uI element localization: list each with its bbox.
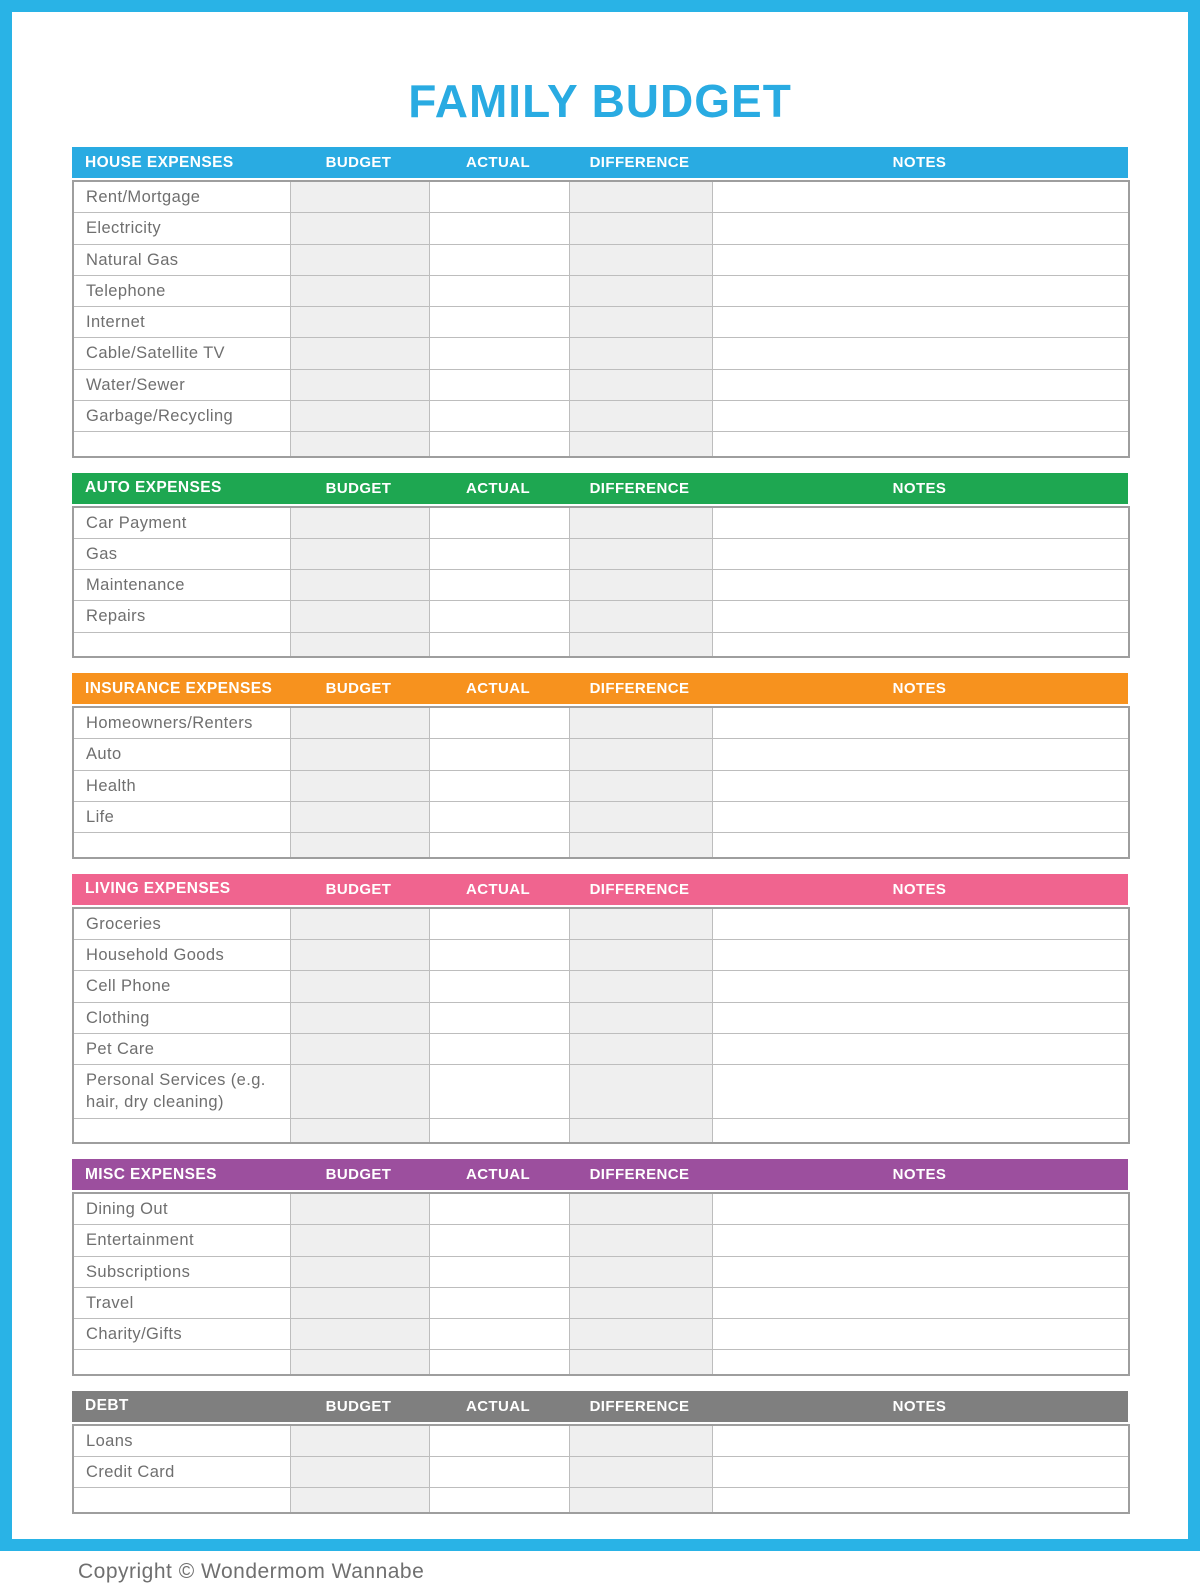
difference-cell — [569, 181, 712, 213]
section-living-expenses — [72, 874, 1128, 1144]
column-header-notes: NOTES — [892, 154, 947, 171]
table-row — [73, 707, 1129, 739]
table-row — [73, 1488, 1129, 1513]
column-header-actual: ACTUAL — [465, 880, 531, 898]
column-header-notes: NOTES — [892, 1397, 947, 1415]
actual-cell — [429, 1350, 569, 1375]
section-title: HOUSE EXPENSES — [85, 153, 234, 171]
table-row — [73, 801, 1129, 832]
row-label-cell: Clothing — [73, 1002, 290, 1033]
row-label-cell: Water/Sewer — [73, 369, 290, 400]
table-row — [73, 1425, 1129, 1457]
budget-cell — [290, 1193, 429, 1225]
actual-cell — [429, 244, 569, 275]
notes-cell — [712, 1350, 1129, 1375]
difference-cell — [569, 833, 712, 858]
column-header-difference: DIFFERENCE — [589, 479, 690, 497]
row-label-cell: Pet Care — [73, 1033, 290, 1064]
actual-cell — [429, 1488, 569, 1513]
section-title: LIVING EXPENSES — [85, 880, 231, 898]
budget-cell — [290, 1457, 429, 1488]
column-header-notes: NOTES — [892, 1166, 947, 1184]
difference-cell — [569, 338, 712, 369]
row-label-cell: Cable/Satellite TV — [73, 338, 290, 369]
actual-cell — [429, 1225, 569, 1256]
notes-cell — [712, 1065, 1129, 1119]
actual-cell — [429, 770, 569, 801]
table-row — [73, 538, 1129, 569]
column-header-actual: ACTUAL — [465, 154, 531, 171]
difference-cell — [569, 971, 712, 1002]
row-label-cell — [73, 833, 290, 858]
notes-cell — [712, 601, 1129, 632]
difference-cell — [569, 632, 712, 657]
budget-cell — [290, 833, 429, 858]
row-label-cell: Life — [73, 801, 290, 832]
row-label-cell: Personal Services (e.g. hair, dry cleaning) — [73, 1065, 290, 1119]
budget-cell — [290, 1065, 429, 1119]
table-row — [73, 940, 1129, 971]
budget-cell — [290, 1002, 429, 1033]
difference-cell — [569, 1065, 712, 1119]
budget-sections — [72, 147, 1128, 1514]
section-title: DEBT — [85, 1397, 129, 1415]
budget-cell — [290, 739, 429, 770]
difference-cell — [569, 707, 712, 739]
actual-cell — [429, 739, 569, 770]
row-label-cell: Telephone — [73, 275, 290, 306]
budget-cell — [290, 507, 429, 539]
actual-cell — [429, 570, 569, 601]
budget-cell — [290, 632, 429, 657]
budget-cell — [290, 213, 429, 244]
notes-cell — [712, 739, 1129, 770]
actual-cell — [429, 338, 569, 369]
notes-cell — [712, 1193, 1129, 1225]
difference-cell — [569, 570, 712, 601]
row-label-cell — [73, 632, 290, 657]
budget-cell — [290, 940, 429, 971]
column-header-actual: ACTUAL — [465, 680, 531, 698]
table-row — [73, 632, 1129, 657]
notes-cell — [712, 1287, 1129, 1318]
column-header-difference: DIFFERENCE — [589, 880, 690, 898]
difference-cell — [569, 1350, 712, 1375]
notes-cell — [712, 801, 1129, 832]
column-header-actual: ACTUAL — [465, 1397, 531, 1415]
actual-cell — [429, 833, 569, 858]
actual-cell — [429, 213, 569, 244]
section-header-debt — [72, 1391, 1128, 1422]
difference-cell — [569, 400, 712, 431]
actual-cell — [429, 432, 569, 457]
row-label-cell: Natural Gas — [73, 244, 290, 275]
difference-cell — [569, 432, 712, 457]
row-label-cell: Auto — [73, 739, 290, 770]
actual-cell — [429, 971, 569, 1002]
difference-cell — [569, 507, 712, 539]
table-row — [73, 908, 1129, 940]
table-row — [73, 1225, 1129, 1256]
notes-cell — [712, 275, 1129, 306]
notes-cell — [712, 181, 1129, 213]
notes-cell — [712, 632, 1129, 657]
notes-cell — [712, 307, 1129, 338]
column-header-budget: BUDGET — [325, 680, 392, 698]
actual-cell — [429, 1002, 569, 1033]
actual-cell — [429, 369, 569, 400]
table-row — [73, 400, 1129, 431]
actual-cell — [429, 707, 569, 739]
row-label-cell: Travel — [73, 1287, 290, 1318]
row-label-cell: Rent/Mortgage — [73, 181, 290, 213]
section-title: AUTO EXPENSES — [85, 479, 222, 497]
notes-cell — [712, 971, 1129, 1002]
copyright-text: Copyright © Wondermom Wannabe — [78, 1559, 425, 1583]
budget-cell — [290, 1033, 429, 1064]
notes-cell — [712, 1488, 1129, 1513]
budget-cell — [290, 181, 429, 213]
difference-cell — [569, 1033, 712, 1064]
difference-cell — [569, 213, 712, 244]
row-label-cell — [73, 1488, 290, 1513]
budget-cell — [290, 338, 429, 369]
difference-cell — [569, 739, 712, 770]
budget-cell — [290, 400, 429, 431]
table-misc-expenses — [72, 1192, 1130, 1376]
table-row — [73, 338, 1129, 369]
budget-cell — [290, 275, 429, 306]
section-title: MISC EXPENSES — [85, 1165, 217, 1183]
difference-cell — [569, 1225, 712, 1256]
actual-cell — [429, 275, 569, 306]
table-row — [73, 213, 1129, 244]
column-header-budget: BUDGET — [325, 479, 392, 497]
table-row — [73, 1033, 1129, 1064]
table-debt — [72, 1424, 1130, 1514]
table-row — [73, 739, 1129, 770]
table-row — [73, 971, 1129, 1002]
budget-cell — [290, 770, 429, 801]
table-row — [73, 1256, 1129, 1287]
column-header-difference: DIFFERENCE — [589, 680, 690, 698]
section-misc-expenses — [72, 1159, 1128, 1376]
notes-cell — [712, 1457, 1129, 1488]
row-label-cell: Groceries — [73, 908, 290, 940]
table-row — [73, 1193, 1129, 1225]
difference-cell — [569, 275, 712, 306]
notes-cell — [712, 1002, 1129, 1033]
difference-cell — [569, 307, 712, 338]
difference-cell — [569, 1425, 712, 1457]
actual-cell — [429, 1033, 569, 1064]
notes-cell — [712, 432, 1129, 457]
difference-cell — [569, 1193, 712, 1225]
section-house-expenses — [72, 147, 1128, 458]
difference-cell — [569, 940, 712, 971]
actual-cell — [429, 1193, 569, 1225]
actual-cell — [429, 507, 569, 539]
section-auto-expenses — [72, 473, 1128, 659]
table-row — [73, 369, 1129, 400]
difference-cell — [569, 601, 712, 632]
notes-cell — [712, 1225, 1129, 1256]
difference-cell — [569, 770, 712, 801]
actual-cell — [429, 400, 569, 431]
difference-cell — [569, 801, 712, 832]
difference-cell — [569, 1287, 712, 1318]
row-label-cell — [73, 432, 290, 457]
notes-cell — [712, 507, 1129, 539]
page-title: FAMILY BUDGET — [408, 75, 792, 127]
row-label-cell: Electricity — [73, 213, 290, 244]
table-row — [73, 1287, 1129, 1318]
budget-cell — [290, 601, 429, 632]
row-label-cell: Garbage/Recycling — [73, 400, 290, 431]
section-title: INSURANCE EXPENSES — [85, 679, 273, 697]
column-header-budget: BUDGET — [325, 154, 392, 171]
actual-cell — [429, 908, 569, 940]
budget-cell — [290, 307, 429, 338]
actual-cell — [429, 1118, 569, 1143]
notes-cell — [712, 1118, 1129, 1143]
column-header-difference: DIFFERENCE — [589, 154, 690, 171]
notes-cell — [712, 213, 1129, 244]
section-header-auto-expenses — [72, 473, 1128, 504]
budget-cell — [290, 801, 429, 832]
row-label-cell: Charity/Gifts — [73, 1319, 290, 1350]
column-header-notes: NOTES — [892, 880, 947, 898]
notes-cell — [712, 1425, 1129, 1457]
table-row — [73, 1457, 1129, 1488]
table-row — [73, 1118, 1129, 1143]
notes-cell — [712, 1319, 1129, 1350]
notes-cell — [712, 570, 1129, 601]
notes-cell — [712, 338, 1129, 369]
section-header-insurance-expenses — [72, 673, 1128, 704]
budget-cell — [290, 1256, 429, 1287]
notes-cell — [712, 1256, 1129, 1287]
budget-cell — [290, 244, 429, 275]
budget-cell — [290, 1118, 429, 1143]
row-label-cell: Homeowners/Renters — [73, 707, 290, 739]
notes-cell — [712, 244, 1129, 275]
budget-cell — [290, 1488, 429, 1513]
table-row — [73, 507, 1129, 539]
actual-cell — [429, 601, 569, 632]
row-label-cell: Entertainment — [73, 1225, 290, 1256]
actual-cell — [429, 801, 569, 832]
table-row — [73, 1065, 1129, 1119]
difference-cell — [569, 1002, 712, 1033]
actual-cell — [429, 1457, 569, 1488]
actual-cell — [429, 1065, 569, 1119]
notes-cell — [712, 908, 1129, 940]
table-row — [73, 570, 1129, 601]
row-label-cell: Dining Out — [73, 1193, 290, 1225]
row-label-cell: Internet — [73, 307, 290, 338]
budget-cell — [290, 1287, 429, 1318]
notes-cell — [712, 707, 1129, 739]
table-row — [73, 1350, 1129, 1375]
table-row — [73, 275, 1129, 306]
notes-cell — [712, 1033, 1129, 1064]
actual-cell — [429, 1256, 569, 1287]
notes-cell — [712, 940, 1129, 971]
budget-cell — [290, 971, 429, 1002]
difference-cell — [569, 538, 712, 569]
budget-cell — [290, 707, 429, 739]
actual-cell — [429, 632, 569, 657]
actual-cell — [429, 538, 569, 569]
difference-cell — [569, 1118, 712, 1143]
table-row — [73, 770, 1129, 801]
table-row — [73, 244, 1129, 275]
column-header-actual: ACTUAL — [465, 479, 531, 497]
section-header-living-expenses — [72, 874, 1128, 905]
section-header-house-expenses — [72, 147, 1128, 178]
row-label-cell: Health — [73, 770, 290, 801]
row-label-cell: Car Payment — [73, 507, 290, 539]
difference-cell — [569, 1319, 712, 1350]
difference-cell — [569, 1457, 712, 1488]
table-auto-expenses — [72, 506, 1130, 659]
budget-cell — [290, 1350, 429, 1375]
difference-cell — [569, 1256, 712, 1287]
actual-cell — [429, 1287, 569, 1318]
table-row — [73, 432, 1129, 457]
budget-cell — [290, 1425, 429, 1457]
difference-cell — [569, 244, 712, 275]
actual-cell — [429, 1425, 569, 1457]
notes-cell — [712, 400, 1129, 431]
row-label-cell: Cell Phone — [73, 971, 290, 1002]
table-row — [73, 307, 1129, 338]
actual-cell — [429, 1319, 569, 1350]
actual-cell — [429, 181, 569, 213]
row-label-cell — [73, 1118, 290, 1143]
row-label-cell: Repairs — [73, 601, 290, 632]
section-header-misc-expenses — [72, 1159, 1128, 1190]
budget-cell — [290, 908, 429, 940]
actual-cell — [429, 307, 569, 338]
row-label-cell: Gas — [73, 538, 290, 569]
actual-cell — [429, 940, 569, 971]
row-label-cell: Loans — [73, 1425, 290, 1457]
section-insurance-expenses — [72, 673, 1128, 859]
column-header-difference: DIFFERENCE — [589, 1166, 690, 1184]
row-label-cell — [73, 1350, 290, 1375]
difference-cell — [569, 369, 712, 400]
table-row — [73, 601, 1129, 632]
row-label-cell: Maintenance — [73, 570, 290, 601]
table-living-expenses — [72, 907, 1130, 1144]
notes-cell — [712, 833, 1129, 858]
budget-cell — [290, 570, 429, 601]
section-debt — [72, 1391, 1128, 1514]
column-header-budget: BUDGET — [325, 1166, 392, 1184]
budget-cell — [290, 432, 429, 457]
table-row — [73, 1319, 1129, 1350]
difference-cell — [569, 908, 712, 940]
budget-cell — [290, 1225, 429, 1256]
table-insurance-expenses — [72, 706, 1130, 859]
budget-cell — [290, 369, 429, 400]
column-header-notes: NOTES — [892, 680, 947, 698]
column-header-budget: BUDGET — [325, 880, 392, 898]
table-row — [73, 833, 1129, 858]
column-header-notes: NOTES — [892, 479, 947, 497]
budget-cell — [290, 538, 429, 569]
row-label-cell: Household Goods — [73, 940, 290, 971]
table-house-expenses — [72, 180, 1130, 458]
column-header-difference: DIFFERENCE — [589, 1397, 690, 1415]
notes-cell — [712, 770, 1129, 801]
row-label-cell: Credit Card — [73, 1457, 290, 1488]
notes-cell — [712, 538, 1129, 569]
table-row — [73, 1002, 1129, 1033]
difference-cell — [569, 1488, 712, 1513]
column-header-actual: ACTUAL — [465, 1166, 531, 1184]
table-row — [73, 181, 1129, 213]
budget-cell — [290, 1319, 429, 1350]
notes-cell — [712, 369, 1129, 400]
row-label-cell: Subscriptions — [73, 1256, 290, 1287]
column-header-budget: BUDGET — [325, 1397, 392, 1415]
